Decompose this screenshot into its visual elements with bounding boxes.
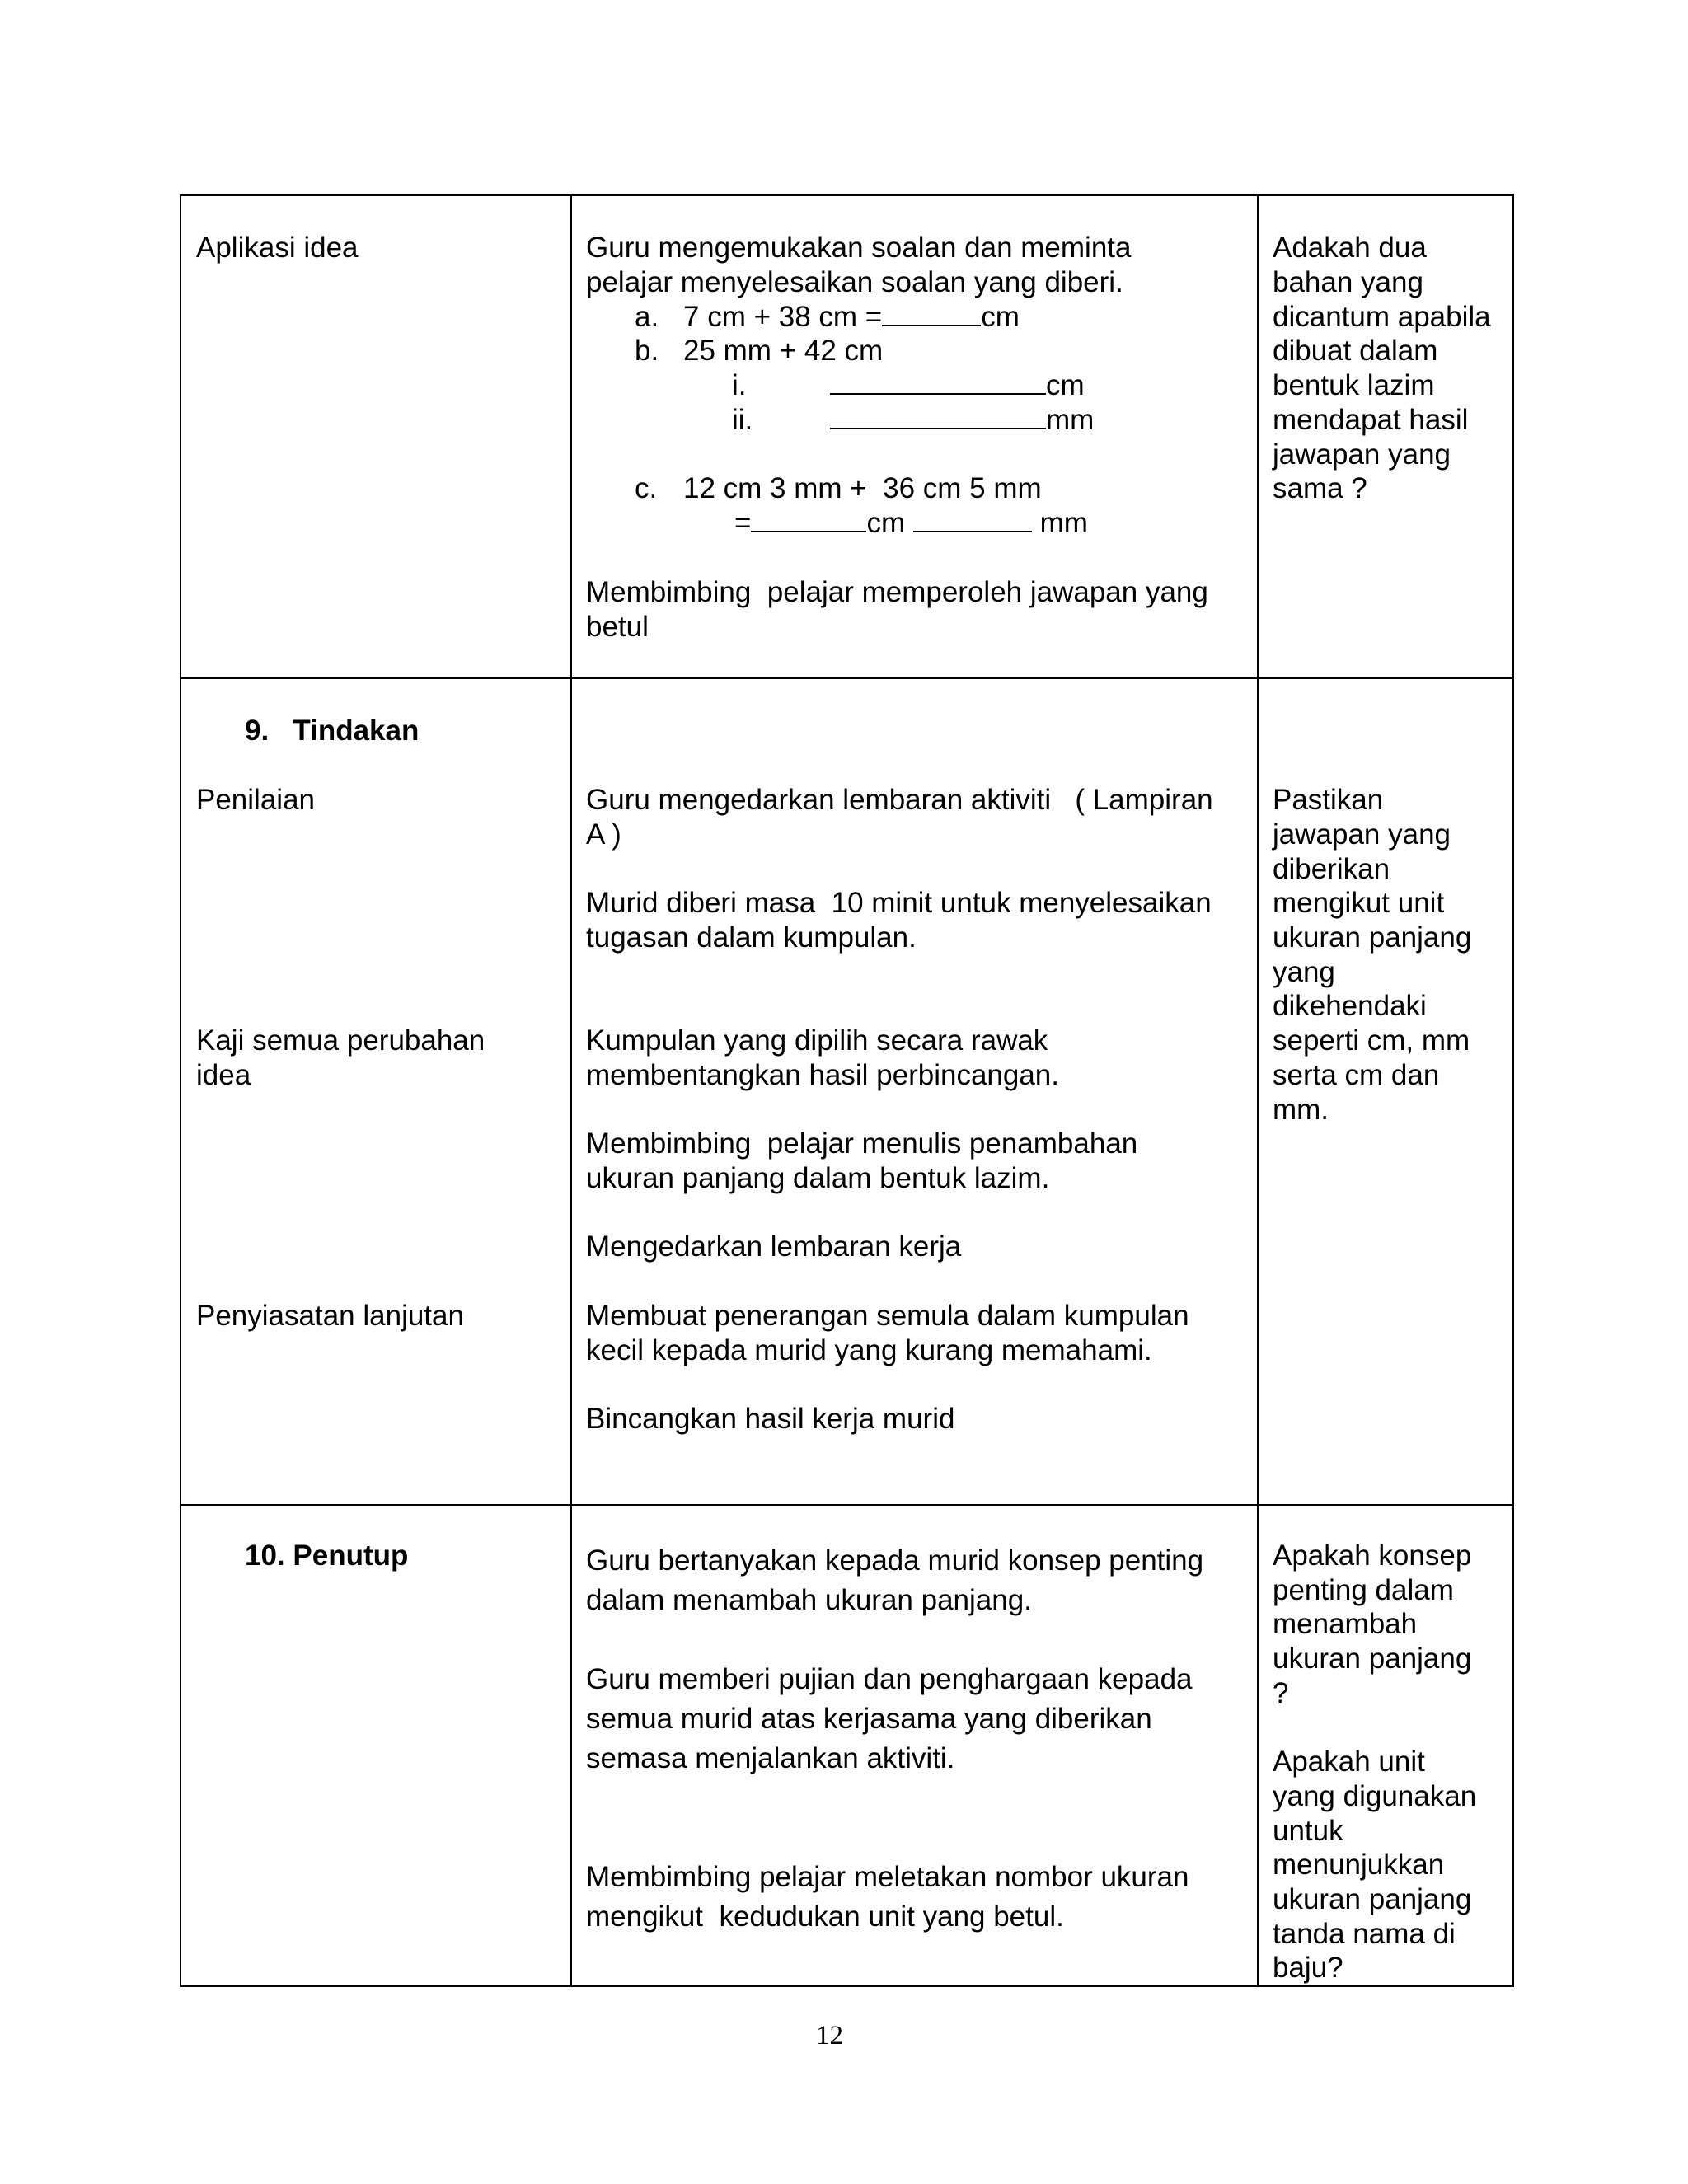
row3-note-line: ukuran panjang xyxy=(1273,1643,1472,1675)
row2-label-penyiasatan: Penyiasatan lanjutan xyxy=(196,1300,464,1332)
row2-note-line: yang xyxy=(1273,956,1335,988)
row1-note-line: bahan yang xyxy=(1273,266,1423,298)
row3-activity-line: Membimbing pelajar meletakan nombor ukuran xyxy=(586,1861,1189,1893)
row1-intro-line2: pelajar menyelesaikan soalan yang diberi. xyxy=(586,266,1123,298)
question-c: 12 cm 3 mm + 36 cm 5 mm xyxy=(683,472,1042,504)
answer-blank xyxy=(882,300,981,326)
row1-note-line: Adakah dua xyxy=(1273,232,1427,264)
row2-activity-line: Membuat penerangan semula dalam kumpulan xyxy=(586,1300,1189,1332)
section-heading-penutup: 10. Penutup xyxy=(245,1540,409,1572)
row2-activity-line: ukuran panjang dalam bentuk lazim. xyxy=(586,1162,1050,1194)
column-divider-1 xyxy=(570,194,572,1987)
row2-activity-line: Kumpulan yang dipilih secara rawak xyxy=(586,1024,1048,1057)
question-b-marker: b. xyxy=(635,335,659,367)
row3-note-line: tanda nama di xyxy=(1273,1918,1456,1950)
row2-note-line: mm. xyxy=(1273,1094,1329,1126)
row2-note-line: mengikut unit xyxy=(1273,887,1445,919)
row1-note-line: dibuat dalam xyxy=(1273,335,1438,367)
question-a-marker: a. xyxy=(635,301,659,333)
question-b: 25 mm + 42 cm xyxy=(683,335,884,367)
row1-note-line: jawapan yang xyxy=(1273,438,1451,471)
row3-note-line: Apakah konsep xyxy=(1273,1540,1472,1572)
row1-note-line: bentuk lazim xyxy=(1273,369,1435,401)
row3-note-line: ? xyxy=(1273,1677,1289,1709)
row1-intro-line1: Guru mengemukakan soalan dan meminta xyxy=(586,232,1132,264)
table-bottom-border xyxy=(180,1985,1514,1987)
answer-blank xyxy=(830,368,1046,395)
row1-guide-line1: Membimbing pelajar memperoleh jawapan yang xyxy=(586,576,1208,608)
row2-note-line: serta cm dan xyxy=(1273,1059,1440,1091)
question-a: 7 cm + 38 cm = cm xyxy=(683,301,1020,333)
row1-note-line: mendapat hasil xyxy=(1273,404,1469,436)
question-b-i: cm xyxy=(830,368,1085,403)
answer-blank xyxy=(830,403,1046,429)
row2-activity-line: Membimbing pelajar menulis penambahan xyxy=(586,1127,1138,1160)
row3-activity-line: semua murid atas kerjasama yang diberikan xyxy=(586,1703,1152,1735)
section-heading-tindakan: 9. Tindakan xyxy=(245,715,420,747)
row3-activity-line: Guru memberi pujian dan penghargaan kepada xyxy=(586,1663,1193,1695)
row3-note-line: ukuran panjang xyxy=(1273,1883,1472,1915)
table-right-border xyxy=(1512,194,1514,1987)
row2-note-line: ukuran panjang xyxy=(1273,921,1472,954)
row3-note-line: yang digunakan xyxy=(1273,1780,1477,1812)
row-divider-2 xyxy=(180,1504,1514,1506)
row3-note-line: untuk xyxy=(1273,1815,1343,1847)
row3-note-line: penting dalam xyxy=(1273,1574,1454,1606)
row3-activity-line: dalam menambah ukuran panjang. xyxy=(586,1584,1032,1616)
question-c-answer: = cm mm xyxy=(734,507,1088,539)
row3-note-line: baju? xyxy=(1273,1952,1343,1984)
row3-activity-line: mengikut kedudukan unit yang betul. xyxy=(586,1900,1064,1933)
row1-label: Aplikasi idea xyxy=(196,232,359,264)
row2-activity-line: Bincangkan hasil kerja murid xyxy=(586,1403,955,1435)
row1-note-line: dicantum apabila xyxy=(1273,301,1491,333)
row2-note-line: jawapan yang xyxy=(1273,818,1451,851)
row1-note-line: sama ? xyxy=(1273,472,1367,504)
row2-label-penilaian: Penilaian xyxy=(196,784,315,816)
question-b-i-marker: i. xyxy=(732,369,747,401)
row2-activity-line: Mengedarkan lembaran kerja xyxy=(586,1230,962,1263)
row2-activity-line: kecil kepada murid yang kurang memahami. xyxy=(586,1334,1152,1366)
answer-blank xyxy=(913,506,1032,532)
question-b-ii-marker: ii. xyxy=(732,404,753,436)
column-divider-2 xyxy=(1257,194,1259,1987)
row2-note-line: diberikan xyxy=(1273,853,1390,885)
row3-note-line: menambah xyxy=(1273,1608,1418,1640)
row2-activity-line: tugasan dalam kumpulan. xyxy=(586,921,917,954)
row-divider-1 xyxy=(180,677,1514,679)
row2-activity-line: Guru mengedarkan lembaran aktiviti ( Lampiran xyxy=(586,784,1213,816)
table-left-border xyxy=(180,194,181,1987)
row1-guide-line2: betul xyxy=(586,611,649,643)
table-top-border xyxy=(180,194,1514,196)
row2-activity-line: A ) xyxy=(586,818,621,851)
row2-label-kaji: Kaji semua perubahan xyxy=(196,1024,485,1057)
row3-activity-line: semasa menjalankan aktiviti. xyxy=(586,1742,955,1774)
question-b-ii: mm xyxy=(830,403,1094,438)
question-c-marker: c. xyxy=(635,472,658,504)
row2-note-line: dikehendaki xyxy=(1273,990,1427,1022)
row2-note-line: Pastikan xyxy=(1273,784,1384,816)
row2-label-kaji: idea xyxy=(196,1059,251,1091)
row3-note-line: menunjukkan xyxy=(1273,1849,1445,1881)
row2-activity-line: membentangkan hasil perbincangan. xyxy=(586,1059,1059,1091)
row2-activity-line: Murid diberi masa 10 minit untuk menyelesaikan xyxy=(586,887,1212,919)
row3-activity-line: Guru bertanyakan kepada murid konsep penting xyxy=(586,1544,1204,1577)
answer-blank xyxy=(751,506,866,532)
row2-note-line: seperti cm, mm xyxy=(1273,1024,1470,1057)
page-number: 12 xyxy=(816,2021,843,2050)
row3-note-line: Apakah unit xyxy=(1273,1746,1425,1778)
